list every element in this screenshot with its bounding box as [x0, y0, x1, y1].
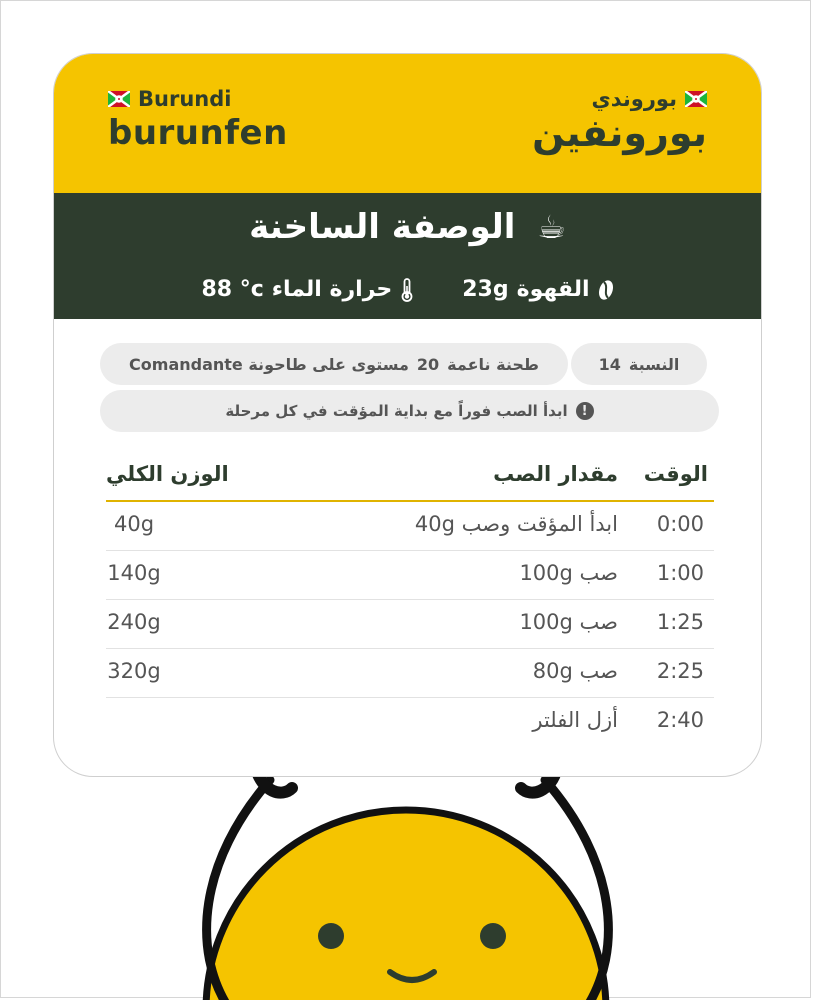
product-name-ar: بورونفين — [532, 111, 707, 155]
coffee-bean-icon — [598, 279, 614, 301]
table-row — [106, 502, 714, 551]
burundi-flag-icon — [108, 91, 130, 107]
card-header — [54, 54, 761, 193]
row-pour: ابدأ المؤقت وصب 40g — [414, 512, 618, 536]
table-row — [106, 551, 714, 600]
recipe-params — [54, 277, 761, 302]
note-text: ابدأ الصب فوراً مع بداية المؤقت في كل مرحلة — [225, 402, 568, 420]
row-total: 240g — [107, 610, 161, 634]
row-total: 140g — [107, 561, 161, 585]
coffee-value: 23g — [462, 277, 509, 302]
product-name-en: burunfen — [108, 113, 288, 153]
grind-pill — [100, 343, 568, 385]
recipe-title-text: الوصفة الساخنة — [249, 207, 516, 247]
row-pour: صب 100g — [519, 610, 618, 634]
grind-prefix: طحنة ناعمة — [447, 354, 539, 374]
mascot-character — [0, 740, 813, 1000]
country-ar-label: بوروندي — [591, 87, 677, 111]
row-time: 1:25 — [656, 610, 704, 634]
country-ar — [532, 87, 707, 111]
thermometer-icon — [400, 278, 414, 302]
recipe-band — [54, 193, 761, 319]
header-total: الوزن الكلي — [106, 462, 229, 486]
water-temp — [201, 277, 414, 302]
header-time: الوقت — [643, 462, 708, 486]
mascot-left-eye — [318, 923, 344, 949]
row-time: 1:00 — [656, 561, 704, 585]
table-header — [106, 454, 714, 502]
brand-right — [532, 87, 707, 155]
pour-schedule-table — [106, 454, 714, 746]
burundi-flag-icon — [685, 91, 707, 107]
recipe-card — [53, 53, 762, 777]
grind-value: 20 — [416, 354, 440, 374]
water-value: 88 °c — [201, 277, 264, 302]
table-row — [106, 649, 714, 698]
ratio-label: النسبة — [628, 354, 680, 374]
country-en-label: Burundi — [138, 87, 232, 111]
row-time: 2:25 — [656, 659, 704, 683]
table-row — [106, 698, 714, 746]
row-pour: أزل الفلتر — [532, 708, 618, 732]
row-time: 2:40 — [656, 708, 704, 732]
country-en — [108, 87, 288, 111]
ratio-pill — [571, 343, 707, 385]
brand-left — [108, 87, 288, 153]
row-total: 320g — [107, 659, 161, 683]
ratio-value: 14 — [598, 354, 621, 374]
table-row — [106, 600, 714, 649]
grind-suffix: مستوى على طاحونة Comandante — [129, 354, 409, 374]
row-pour: صب 80g — [532, 659, 618, 683]
header-pour: مقدار الصب — [493, 462, 618, 486]
note-pill — [100, 390, 719, 432]
info-icon: ! — [576, 402, 594, 420]
row-pour: صب 100g — [519, 561, 618, 585]
coffee-cup-icon: ☕ — [537, 208, 566, 246]
row-total: 40g — [113, 512, 155, 536]
recipe-title — [54, 207, 761, 247]
water-label: حرارة الماء — [271, 277, 393, 302]
coffee-label: القهوة — [516, 277, 590, 302]
mascot-right-eye — [480, 923, 506, 949]
row-time: 0:00 — [656, 512, 704, 536]
coffee-dose — [462, 277, 613, 302]
